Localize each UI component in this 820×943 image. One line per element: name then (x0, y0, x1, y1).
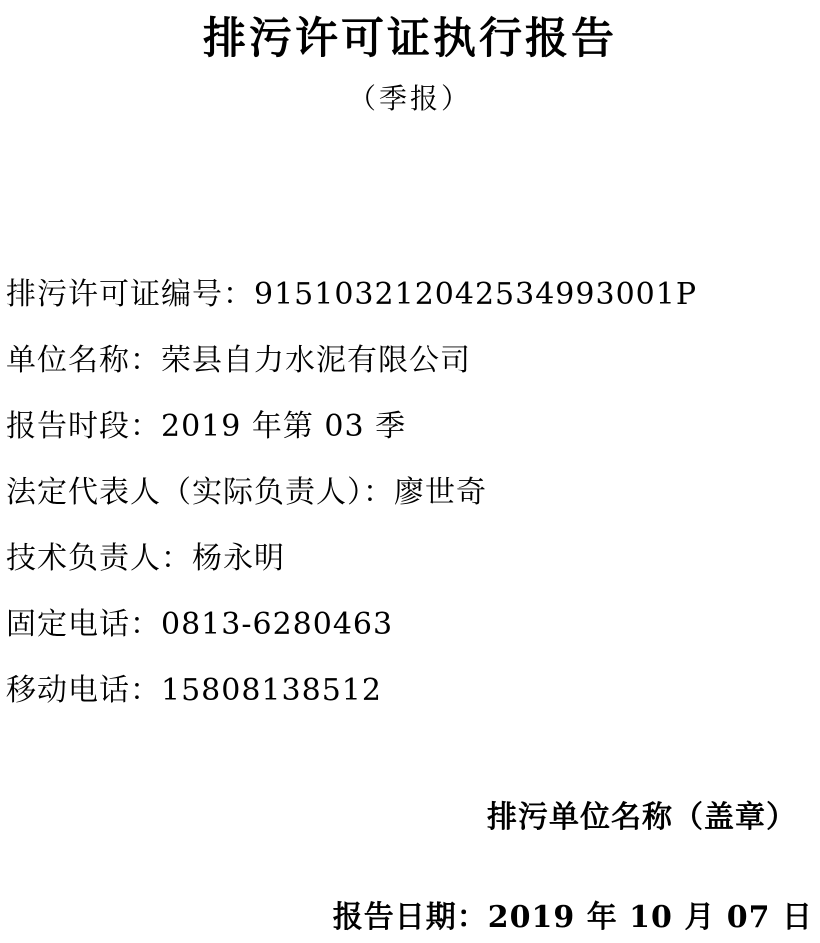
field-mobile-phone-label: 移动电话： (6, 673, 161, 708)
field-mobile-phone (6, 658, 814, 724)
stamp-line: 排污单位名称（盖章） (487, 800, 797, 835)
report-date-line (333, 901, 813, 935)
field-technical-director-value: 杨永明 (192, 541, 285, 576)
field-unit-name (6, 328, 814, 394)
field-unit-name-value: 荣县自力水泥有限公司 (161, 343, 471, 378)
field-mobile-phone-value: 15808138512 (161, 673, 382, 708)
field-technical-director-label: 技术负责人： (6, 541, 192, 576)
fields-block (6, 262, 814, 724)
field-legal-representative (6, 460, 814, 526)
field-landline-phone (6, 592, 814, 658)
field-landline-phone-label: 固定电话： (6, 607, 161, 642)
field-report-period-value: 2019 年第 03 季 (161, 409, 407, 444)
field-report-period-label: 报告时段： (6, 409, 161, 444)
field-permit-number-value: 915103212042534993001P (254, 277, 698, 312)
field-permit-number-label: 排污许可证编号： (6, 277, 254, 312)
field-legal-representative-value: 廖世奇 (394, 475, 487, 510)
field-unit-name-label: 单位名称： (6, 343, 161, 378)
field-landline-phone-value: 0813-6280463 (161, 607, 394, 642)
page-title: 排污许可证执行报告 (203, 14, 617, 64)
field-permit-number (6, 262, 814, 328)
field-legal-representative-label: 法定代表人（实际负责人）： (6, 475, 394, 510)
report-date-value: 2019 年 10 月 07 日 (487, 900, 813, 935)
field-report-period (6, 394, 814, 460)
report-date-label: 报告日期： (332, 900, 488, 935)
field-technical-director (6, 526, 814, 592)
page-subtitle: （季报） (347, 82, 472, 115)
